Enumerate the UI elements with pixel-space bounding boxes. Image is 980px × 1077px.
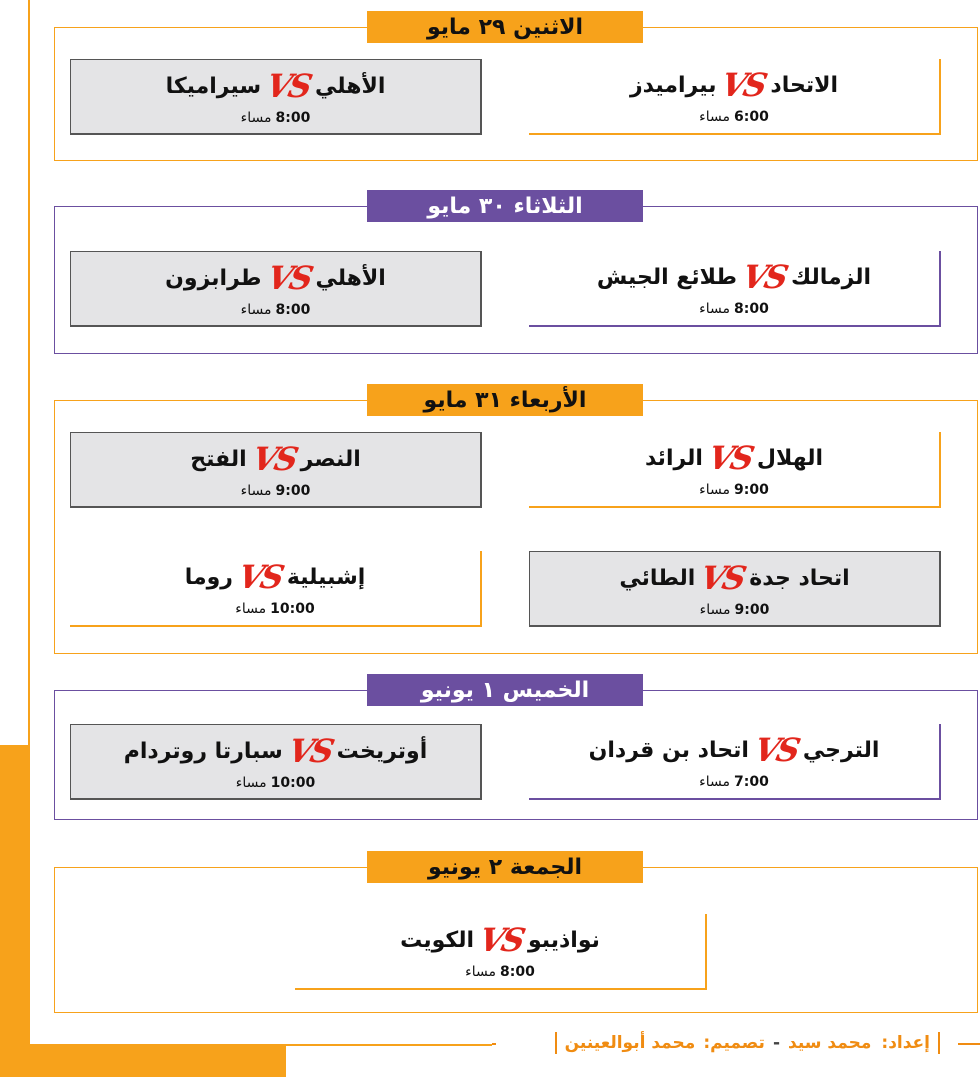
match-teams [529, 257, 939, 297]
match-teams [71, 66, 480, 106]
match-time: 9:00مساء [699, 602, 770, 618]
match-time: 9:00مساء [699, 482, 769, 498]
corner-accent-block [0, 745, 28, 1077]
home-team: إشبيلية [286, 564, 366, 590]
away-team: طلائع الجيش [596, 264, 738, 290]
vs-icon: VS [704, 439, 755, 477]
match-time: 10:00مساء [235, 775, 316, 791]
away-team: الطائي [619, 565, 696, 591]
credits [547, 1030, 948, 1056]
day-title: الأربعاء ٣١ مايو [367, 384, 643, 416]
match-time: 9:00مساء [240, 483, 311, 499]
vs-icon: VS [234, 558, 285, 596]
home-team: الأهلي [315, 73, 386, 99]
match-card [529, 724, 941, 800]
design-label: تصميم: [703, 1033, 765, 1053]
match-teams [529, 438, 939, 478]
match-card [529, 251, 941, 327]
match-card [70, 432, 482, 508]
away-team: سبارتا روتردام [123, 738, 283, 764]
home-team: نواذيبو [527, 927, 600, 953]
credits-bar [555, 1032, 557, 1054]
day-title: الاثنين ٢٩ مايو [367, 11, 643, 43]
credits-line-left [492, 1043, 496, 1045]
away-team: بيراميدز [630, 72, 717, 98]
match-time: 8:00مساء [465, 964, 535, 980]
bottom-accent-block [0, 1046, 286, 1077]
match-time: 8:00مساء [240, 302, 311, 318]
home-team: الاتحاد [770, 72, 838, 98]
vs-icon: VS [263, 259, 314, 297]
match-teams [529, 730, 939, 770]
match-time: 10:00مساء [235, 601, 315, 617]
day-section-friday [54, 854, 978, 1013]
vs-icon: VS [738, 258, 790, 296]
away-team: الكويت [400, 927, 475, 953]
vs-icon: VS [263, 67, 314, 105]
credits-line-right [958, 1043, 980, 1045]
match-time: 8:00مساء [699, 301, 769, 317]
credits-separator: - [772, 1033, 780, 1053]
match-teams [70, 557, 480, 597]
away-team: طرابزون [165, 265, 262, 291]
match-card [529, 432, 941, 508]
prep-label: إعداد: [881, 1033, 930, 1053]
match-card [295, 914, 707, 990]
day-section-tuesday [54, 193, 978, 354]
vs-icon: VS [248, 440, 299, 478]
home-team: اتحاد جدة [749, 565, 850, 591]
day-section-monday [54, 14, 978, 161]
vs-icon: VS [697, 559, 748, 597]
frame-left-line [28, 0, 30, 1046]
match-time: 6:00مساء [699, 109, 769, 125]
day-title: الجمعة ٢ يونيو [367, 851, 643, 883]
away-team: سيراميكا [165, 73, 262, 99]
match-card [70, 251, 482, 327]
day-section-wednesday [54, 387, 978, 654]
home-team: الزمالك [790, 264, 872, 290]
vs-icon: VS [718, 66, 769, 104]
home-team: أوتريخت [336, 738, 428, 764]
match-teams [530, 558, 939, 598]
vs-icon: VS [750, 731, 801, 769]
away-team: الفتح [190, 446, 247, 472]
home-team: الهلال [756, 445, 824, 471]
match-time: 7:00مساء [699, 774, 769, 790]
prep-name: محمد سيد [788, 1033, 872, 1053]
home-team: النصر [300, 446, 361, 472]
day-section-thursday [54, 677, 978, 820]
vs-icon: VS [476, 921, 527, 959]
home-team: الترجي [802, 737, 880, 763]
home-team: الأهلي [315, 265, 386, 291]
match-card [70, 551, 482, 627]
away-team: الرائد [644, 445, 703, 471]
match-teams [71, 258, 480, 298]
match-card [70, 59, 482, 135]
design-name: محمد أبوالعينين [564, 1033, 696, 1053]
day-title: الثلاثاء ٣٠ مايو [367, 190, 643, 222]
match-card [529, 551, 941, 627]
vs-icon: VS [284, 732, 335, 770]
match-teams [71, 731, 480, 771]
match-card [70, 724, 482, 800]
credits-bar [938, 1032, 940, 1054]
day-title: الخميس ١ يونيو [367, 674, 643, 706]
match-card [529, 59, 941, 135]
match-teams [71, 439, 480, 479]
match-teams [295, 920, 705, 960]
match-time: 8:00مساء [240, 110, 311, 126]
away-team: روما [184, 564, 233, 590]
away-team: اتحاد بن قردان [588, 737, 749, 763]
match-teams [529, 65, 939, 105]
